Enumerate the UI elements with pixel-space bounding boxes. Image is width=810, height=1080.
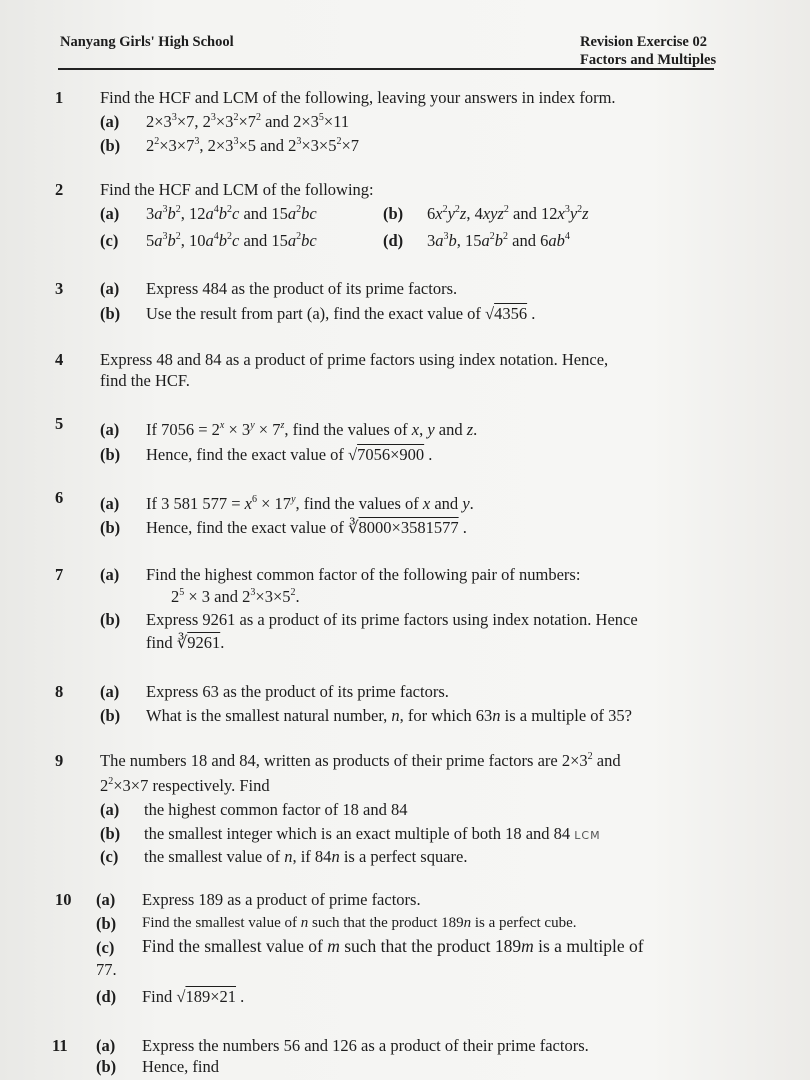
question-stem: Find the HCF and LCM of the following: [100, 180, 374, 199]
question-text-line: Express 48 and 84 as a product of prime factors using index notation. Hence, [100, 350, 609, 369]
part-text: Find the highest common factor of the following pair of numbers: [146, 565, 581, 584]
part-label: (c) [100, 231, 119, 250]
part-label: (b) [100, 136, 121, 155]
part-text: 77. [96, 960, 117, 979]
question-number: 11 [52, 1036, 68, 1055]
question-number: 8 [55, 682, 64, 701]
part-label: (a) [100, 682, 120, 701]
question-text-line: $2^2\times 3\times 7$ respectively. Find [100, 776, 270, 795]
part-label: (d) [383, 231, 404, 250]
exercise-number: Revision Exercise 02 [580, 34, 707, 50]
part-label: (a) [100, 800, 120, 819]
question-number: 2 [55, 180, 64, 199]
question-number: 10 [55, 890, 72, 909]
part-text: What is the smallest natural number, n, for which 63n is a multiple of 35? [146, 706, 633, 725]
part-text: Hence, find the exact value of √7056×900 . [146, 445, 433, 464]
question-number: 1 [55, 88, 64, 107]
part-label: (a) [100, 565, 120, 584]
part-text: Find the smallest value of n such that the product 189n is a perfect cube. [142, 915, 577, 931]
part-label: (b) [100, 610, 121, 629]
part-text: Express 484 as the product of its prime factors. [146, 279, 458, 298]
question-number: 5 [55, 414, 64, 433]
part-text: Express the numbers 56 and 126 as a product of their prime factors. [142, 1036, 589, 1055]
part-text: Hence, find the exact value of ∛8000×3581577 . [146, 518, 467, 537]
math-expression: $5a^3b^2$, $10a^4b^2c$ and $15a^2bc$ [146, 231, 317, 250]
part-label: (a) [96, 1036, 116, 1055]
handwritten-note: LCM [574, 829, 601, 842]
math-expression: $2\times 3^3\times 7$, $2^3\times 3^2\times 7^2$ and $2\times 3^5\times 11$ [146, 112, 350, 131]
part-text: the smallest value of n, if 84n is a perfect square. [144, 847, 468, 866]
header-rule [58, 68, 714, 70]
part-label: (a) [100, 279, 120, 298]
part-label: (b) [100, 824, 121, 843]
math-expression: $3a^3b$, $15a^2b^2$ and $6ab^4$ [427, 231, 570, 250]
part-text-words: Hence, find the exact value of [146, 445, 344, 464]
part-label: (a) [100, 494, 120, 513]
part-text: Express 9261 as a product of its prime factors using index notation. Hence [146, 610, 638, 629]
exercise-topic: Factors and Multiples [580, 52, 717, 68]
question-number: 6 [55, 488, 64, 507]
question-text-line: The numbers 18 and 84, written as products of their prime factors are $2\times 3^2$ and [100, 751, 621, 770]
math-expression: If 3 581 $577 = x^6 \times 17^y$, find the values of x and y. [146, 494, 474, 513]
math-expression: If $7056 = 2^x \times 3^y \times 7^z$, find the values of x, y and z. [146, 420, 478, 439]
part-text-words: the smallest integer which is an exact multiple of both 18 and 84 [144, 824, 571, 843]
part-label: (b) [100, 445, 121, 464]
school-name: Nanyang Girls' High School [60, 34, 234, 50]
question-number: 3 [55, 279, 64, 298]
part-text [144, 824, 601, 844]
part-text: the highest common factor of 18 and 84 [144, 800, 408, 819]
math-expression: $6x^2y^2z$, 4xyz$^2$ and $12x^3y^2z$ [427, 204, 589, 223]
part-text: Hence, find [142, 1057, 219, 1076]
question-number: 7 [55, 565, 64, 584]
part-label: (c) [96, 938, 115, 957]
part-text: Use the result from part (a), find the exact value of √4356 . [146, 304, 536, 323]
part-label: (b) [100, 706, 121, 725]
math-expression: $2^5 \times 3$ and $2^3\times 3\times 5^2$. [171, 587, 300, 606]
part-text: Find √189×21 . [142, 987, 245, 1006]
part-label: (a) [100, 112, 120, 131]
part-label: (a) [96, 890, 116, 909]
question-number: 9 [55, 751, 64, 770]
math-expression: find ∛9261. [146, 633, 225, 652]
part-text-words: Use the result from part (a), find the exact value of [146, 304, 481, 323]
part-text-words: Find [142, 987, 173, 1006]
part-label: (b) [96, 914, 117, 933]
question-text-line: find the HCF. [100, 371, 190, 390]
part-label: (a) [100, 204, 120, 223]
part-text-words: Hence, find the exact value of [146, 518, 344, 537]
part-label: (b) [100, 518, 121, 537]
part-text: Express 189 as a product of prime factors. [142, 890, 421, 909]
question-stem: Find the HCF and LCM of the following, leaving your answers in index form. [100, 88, 616, 107]
part-text: Express 63 as the product of its prime factors. [146, 682, 449, 701]
math-expression: $2^2\times 3\times 7^3$, $2\times 3^3\times 5$ and $2^3\times 3\times 5^2\times 7$ [146, 136, 360, 155]
question-number: 4 [55, 350, 64, 369]
part-label: (d) [96, 987, 117, 1006]
part-label: (b) [96, 1057, 117, 1076]
math-expression: $3a^3b^2$, $12a^4b^2c$ and $15a^2bc$ [146, 204, 317, 223]
part-label: (b) [383, 204, 404, 223]
exercise-title [580, 33, 716, 69]
part-label: (b) [100, 304, 121, 323]
part-text: Find the smallest value of m such that the product 189m is a multiple of [142, 936, 644, 956]
part-label: (c) [100, 847, 119, 866]
part-label: (a) [100, 420, 120, 439]
